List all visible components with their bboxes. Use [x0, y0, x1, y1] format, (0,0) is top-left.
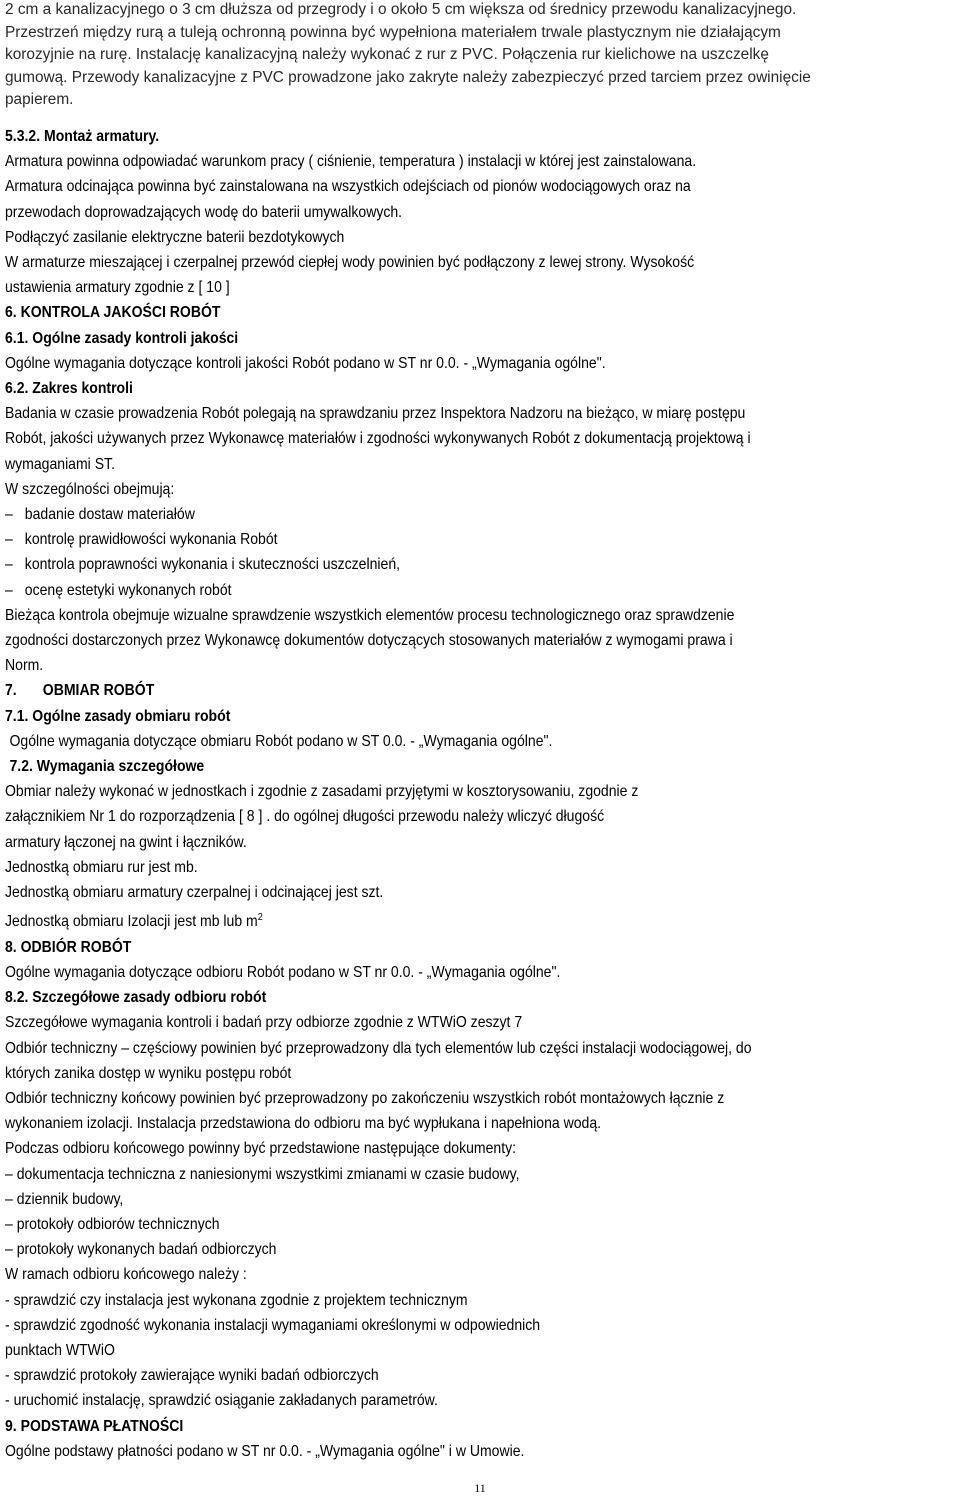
intro-paragraph: [5, 0, 960, 112]
text-line: Armatura powinna odpowiadać warunkom pracy ( ciśnienie, temperatura ) instalacji w której jest zainstalowana.: [5, 153, 697, 171]
list-item: – kontrola poprawności wykonania i skuteczności uszczelnień,: [5, 552, 960, 577]
subsection-heading: 7.2. Wymagania szczegółowe: [9, 758, 205, 776]
text-line: Badania w czasie prowadzenia Robót polegają na sprawdzaniu przez Inspektora Nadzoru na bieżąco, w miarę postępu: [5, 405, 746, 423]
text-line: Bieżąca kontrola obejmuje wizualne sprawdzenie wszystkich elementów procesu technologicznego oraz sprawdzenie: [5, 606, 735, 624]
text-line: Ogólne wymagania dotyczące kontroli jakości Robót podano w ST nr 0.0. - „Wymagania ogólne".: [5, 354, 606, 372]
list-item: – kontrolę prawidłowości wykonania Robót: [5, 527, 960, 552]
list-item: – badanie dostaw materiałów: [5, 502, 960, 527]
text-line: zgodności dostarczonych przez Wykonawcę dokumentów dotyczących stosowanych materiałów z wymogami prawa i: [5, 632, 733, 650]
text-line: ustawienia armatury zgodnie z [ 10 ]: [5, 279, 230, 297]
text-line: Armatura odcinająca powinna być zainstalowana na wszystkich odejściach od pionów wodociągowych oraz na: [5, 178, 691, 196]
list-item: – ocenę estetyki wykonanych robót: [5, 578, 960, 603]
subsection-heading: 6.1. Ogólne zasady kontroli jakości: [5, 329, 239, 347]
text-line: W ramach odbioru końcowego należy :: [5, 1266, 247, 1284]
list-item: - sprawdzić czy instalacja jest wykonana zgodnie z projektem technicznym: [5, 1291, 468, 1309]
text-line: gumową. Przewody kanalizacyjne z PVC prowadzone jako zakryte należy zabezpieczyć przed tarciem przez owinięcie: [5, 68, 811, 86]
superscript: 2: [257, 912, 263, 924]
section-heading: 9. PODSTAWA PŁATNOŚCI: [5, 1417, 184, 1435]
text-line: przewodach doprowadzających wodę do baterii umywalkowych.: [5, 203, 403, 221]
list-item: – dokumentacja techniczna z naniesionymi wszystkimi zmianami w czasie budowy,: [5, 1165, 520, 1183]
text-line: Przestrzeń między rurą a tuleją ochronną powinna być wypełniona materiałem trwale plastycznym nie działającym: [5, 23, 781, 41]
text-line: korozyjnie na rurę. Instalację kanalizacyjną należy wykonać z rur z PVC. Połączenia rur kielichowe na uszczelkę: [5, 46, 769, 63]
dash-bullet: –: [5, 556, 13, 574]
text-line: Ogólne wymagania dotyczące obmiaru Robót podano w ST 0.0. - „Wymagania ogólne".: [9, 732, 553, 750]
text-line: wymaganiami ST.: [5, 455, 115, 473]
text-line: papierem.: [5, 91, 74, 108]
dash-bullet: –: [5, 531, 13, 549]
text-line: których zanika dostęp w wyniku postępu robót: [5, 1064, 292, 1082]
text-line: Jednostką obmiaru rur jest mb.: [5, 858, 198, 876]
dash-bullet: –: [5, 581, 13, 599]
section-heading: 8. ODBIÓR ROBÓT: [5, 938, 132, 956]
section-5-3-2: [5, 124, 960, 1464]
subsection-heading: 6.2. Zakres kontroli: [5, 380, 133, 398]
section-heading: 5.3.2. Montaż armatury.: [5, 128, 160, 145]
text-line: Norm.: [5, 657, 44, 675]
text-line: załącznikiem Nr 1 do rozporządzenia [ 8 ] . do ogólnej długości przewodu należy wliczyć długość: [5, 808, 605, 826]
text-line: Ogólne wymagania dotyczące odbioru Robót podano w ST nr 0.0. - „Wymagania ogólne".: [5, 963, 561, 981]
page-number: 11: [474, 1481, 486, 1495]
dash-bullet: –: [5, 506, 13, 524]
list-item: punktach WTWiO: [5, 1341, 115, 1359]
section-heading: 7. OBMIAR ROBÓT: [5, 682, 155, 700]
subsection-heading: 8.2. Szczegółowe zasady odbioru robót: [5, 989, 267, 1007]
text-line: wykonaniem izolacji. Instalacja przedstawiona do odbioru ma być wypłukana i napełniona wodą.: [5, 1115, 602, 1133]
text-line: Ogólne podstawy płatności podano w ST nr 0.0. - „Wymagania ogólne" i w Umowie.: [5, 1442, 525, 1460]
text-line: armatury łączonej na gwint i łączników.: [5, 833, 247, 851]
list-item: – protokoły odbiorów technicznych: [5, 1215, 220, 1233]
text-line: Odbiór techniczny końcowy powinien być przeprowadzony po zakończeniu wszystkich robót montażowych łącznie z: [5, 1089, 725, 1107]
text-line: Obmiar należy wykonać w jednostkach i zgodnie z zasadami przyjętymi w kosztorysowaniu, zgodnie z: [5, 783, 639, 801]
text-line: Jednostką obmiaru Izolacji jest mb lub $m^2$: [5, 912, 263, 931]
text-line: Jednostką obmiaru armatury czerpalnej i odcinającej jest szt.: [5, 884, 384, 902]
list-item: - uruchomić instalację, sprawdzić osiąganie zakładanych parametrów.: [5, 1392, 438, 1410]
text-line: 2 cm a kanalizacyjnego o 3 cm dłuższa od przegrody i o około 5 cm większa od średnicy przewodu kanalizacyjnego.: [5, 1, 797, 18]
list-item: – dziennik budowy,: [5, 1190, 124, 1208]
text-line: Podczas odbioru końcowego powinny być przedstawione następujące dokumenty:: [5, 1140, 517, 1158]
text-line: Odbiór techniczny – częściowy powinien być przeprowadzony dla tych elementów lub części instalacji wodociągowej, do: [5, 1039, 752, 1057]
list-item: – protokoły wykonanych badań odbiorczych: [5, 1241, 277, 1259]
text-line: Podłączyć zasilanie elektryczne baterii bezdotykowych: [5, 228, 345, 246]
list-item: - sprawdzić zgodność wykonania instalacji wymaganiami określonymi w odpowiednich: [5, 1316, 541, 1334]
section-heading: 6. KONTROLA JAKOŚCI ROBÓT: [5, 304, 221, 322]
text-line: W armaturze mieszającej i czerpalnej przewód ciepłej wody powinien być podłączony z lewej strony. Wysokość: [5, 254, 695, 272]
text-line: Szczegółowe wymagania kontroli i badań przy odbiorze zgodnie z WTWiO zeszyt 7: [5, 1014, 523, 1032]
subsection-heading: 7.1. Ogólne zasady obmiaru robót: [5, 707, 231, 725]
list-item: - sprawdzić protokoły zawierające wyniki badań odbiorczych: [5, 1367, 379, 1385]
text-line: W szczególności obejmują:: [5, 480, 175, 498]
text-line: Robót, jakości używanych przez Wykonawcę materiałów i zgodności wykonywanych Robót z dokumentacją projektową i: [5, 430, 751, 448]
